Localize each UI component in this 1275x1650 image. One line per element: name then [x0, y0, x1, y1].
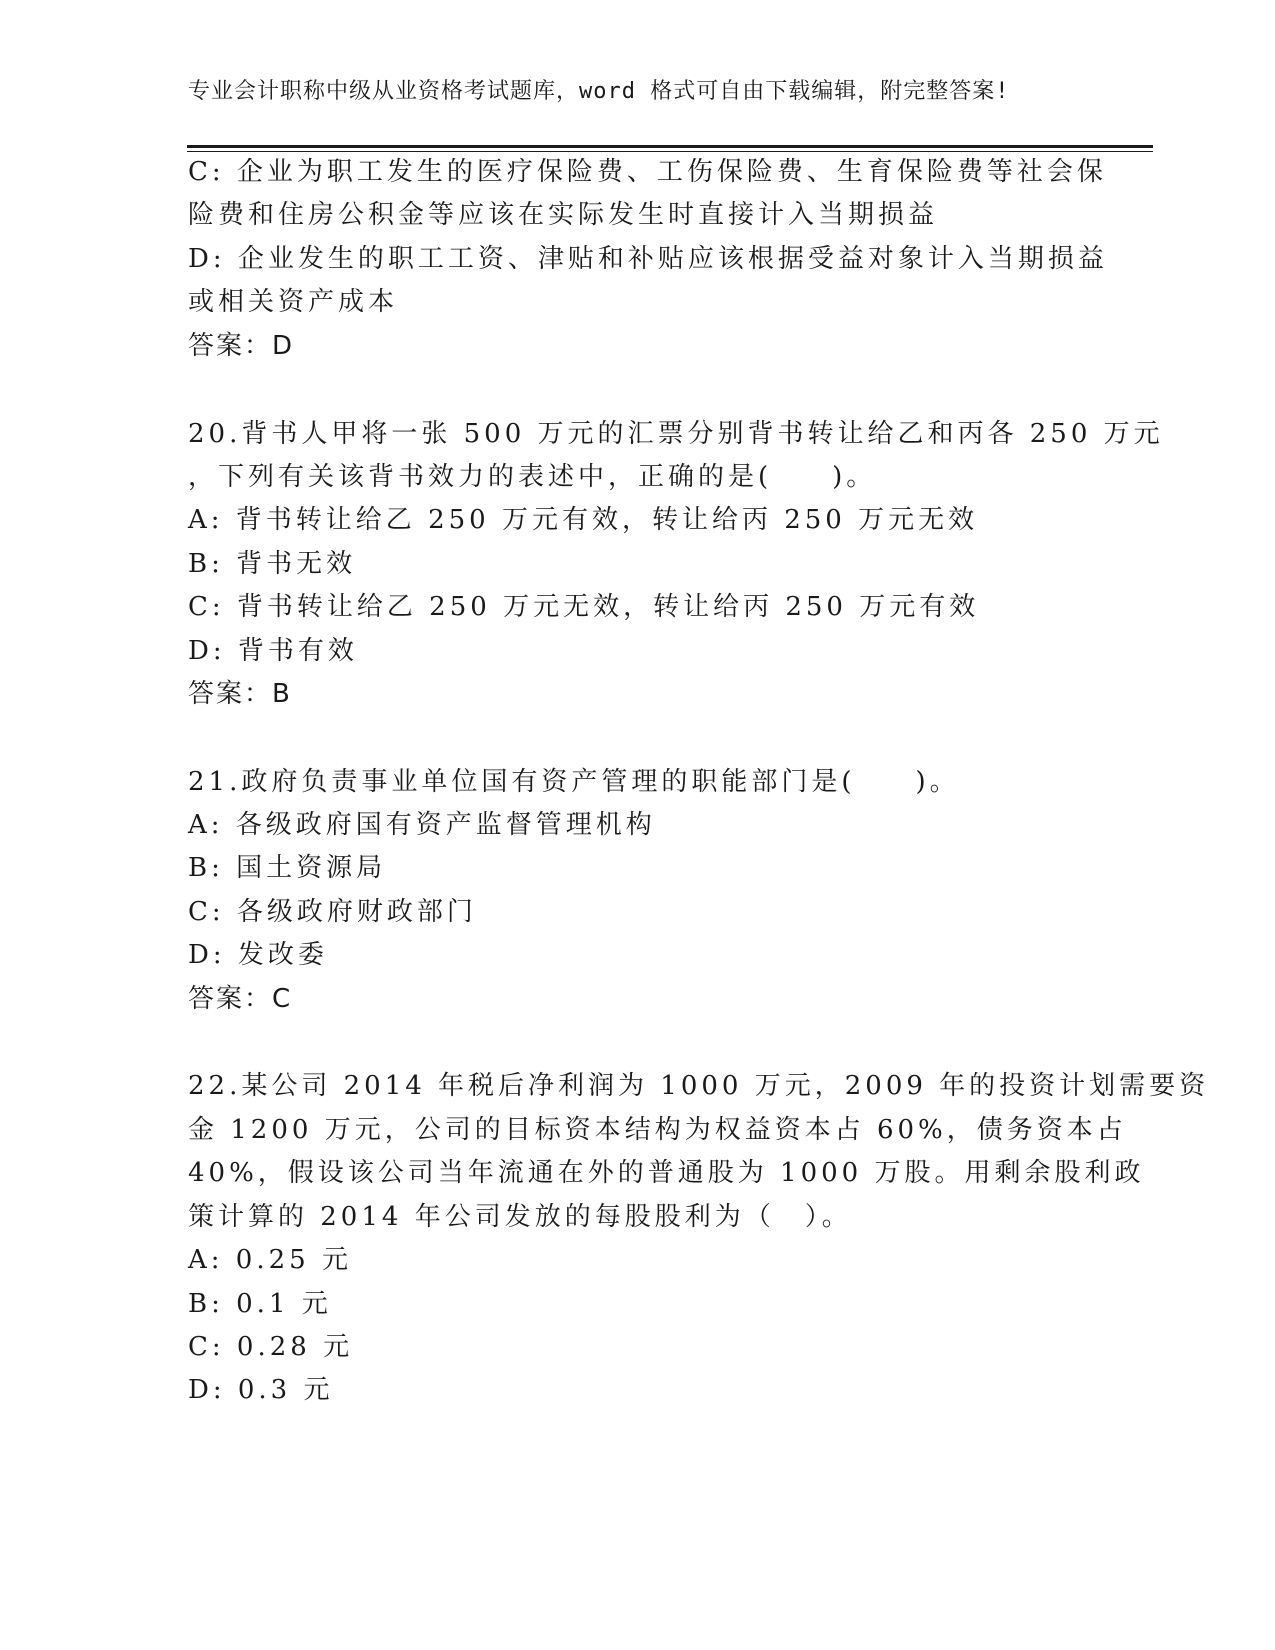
- q22-option-d: D: 0.3 元: [188, 1375, 334, 1405]
- q20-option-c: C: 背书转让给乙 250 万元无效，转让给丙 250 万元有效: [188, 592, 980, 622]
- q21-option-d: D: 发改委: [188, 940, 328, 970]
- q19-option-c-line-1: C: 企业为职工发生的医疗保险费、工伤保险费、生育保险费等社会保: [188, 157, 1107, 187]
- q20-answer: 答案：B: [188, 679, 292, 709]
- q20-option-b: B: 背书无效: [188, 549, 357, 579]
- q19-option-d-line-1: D: 企业发生的职工工资、津贴和补贴应该根据受益对象计入当期损益: [188, 244, 1108, 274]
- q21-option-b: B: 国土资源局: [188, 853, 387, 883]
- q20-option-d: D: 背书有效: [188, 636, 358, 666]
- header-divider-thick: [187, 145, 1153, 148]
- q21-answer: 答案：C: [188, 984, 293, 1014]
- q22-stem-line-3: 40%，假设该公司当年流通在外的普通股为 1000 万股。用剩余股利政: [188, 1158, 1145, 1188]
- q21-option-a: A: 各级政府国有资产监督管理机构: [188, 810, 656, 840]
- q22-option-a: A: 0.25 元: [188, 1245, 352, 1275]
- q19-answer: 答案：D: [188, 331, 295, 361]
- header-divider-thin: [187, 151, 1153, 152]
- q19-option-c-line-2: 险费和住房公积金等应该在实际发生时直接计入当期损益: [188, 200, 939, 230]
- page-header: 专业会计职称中级从业资格考试题库，word 格式可自由下载编辑，附完整答案!: [188, 79, 1010, 104]
- q22-stem-line-1: 22.某公司 2014 年税后净利润为 1000 万元，2009 年的投资计划需要资: [188, 1071, 1210, 1101]
- q22-option-c: C: 0.28 元: [188, 1332, 354, 1362]
- q19-option-d-line-2: 或相关资产成本: [188, 287, 399, 317]
- q21-stem: 21.政府负责事业单位国有资产管理的职能部门是( )。: [188, 767, 960, 797]
- q20-option-a: A: 背书转让给乙 250 万元有效，转让给丙 250 万元无效: [188, 505, 979, 535]
- q22-stem-line-2: 金 1200 万元，公司的目标资本结构为权益资本占 60%，债务资本占: [188, 1115, 1127, 1145]
- q20-stem-line-2: ，下列有关该背书效力的表述中，正确的是( )。: [188, 462, 877, 492]
- q21-option-c: C: 各级政府财政部门: [188, 897, 477, 927]
- q22-option-b: B: 0.1 元: [188, 1289, 332, 1319]
- q20-stem-line-1: 20.背书人甲将一张 500 万元的汇票分别背书转让给乙和丙各 250 万元: [188, 419, 1164, 449]
- q22-stem-line-4: 策计算的 2014 年公司发放的每股股利为（ ）。: [188, 1202, 852, 1232]
